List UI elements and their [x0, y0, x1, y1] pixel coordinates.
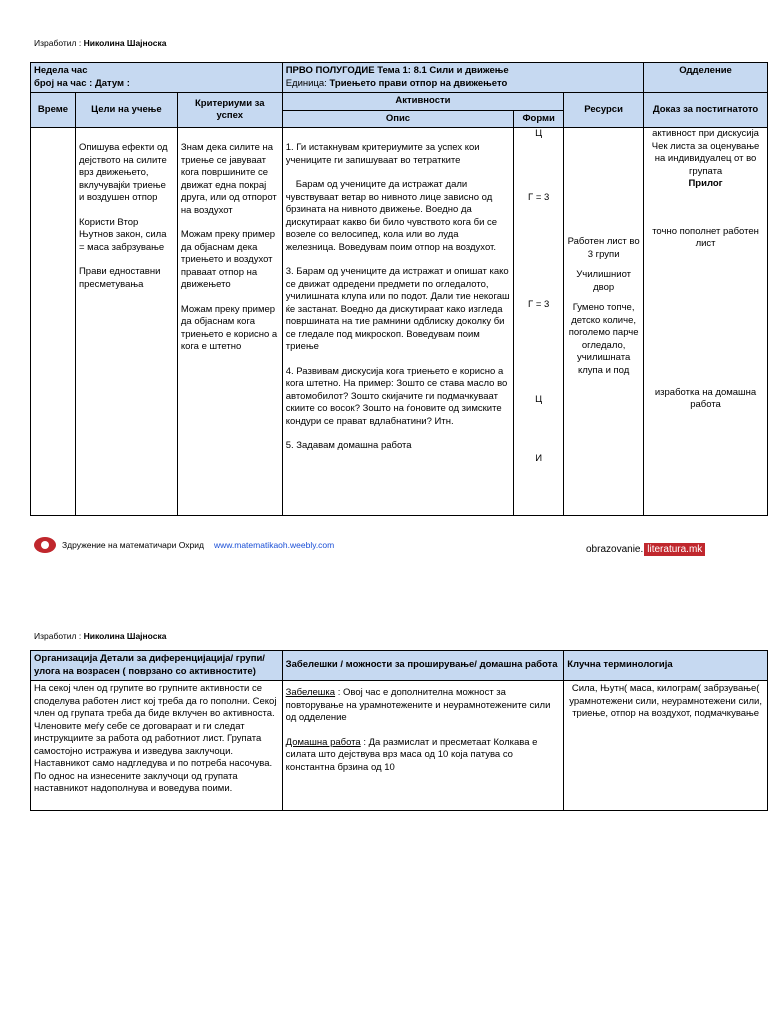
time-cell	[31, 128, 76, 516]
note-line	[286, 687, 561, 725]
criterion-item: Можам преку пример да објаснам кога триењето е корисно а кога е штетно	[180, 303, 278, 352]
note-text: : Овој час е дополнителна можност за повторување на урамнотежените и неурамнотежените сили од одделение	[285, 687, 551, 723]
evidence-item: активност при дискусија Чек листа за оценување на индивидуалец от во групата	[651, 128, 760, 177]
brand-right: literatura.mk	[644, 543, 705, 556]
evidence-header: Доказ за постигнатото	[644, 93, 768, 128]
author-label: Изработил :	[34, 631, 82, 641]
week-cell	[31, 63, 283, 93]
organization-table	[30, 650, 768, 811]
goals-cell	[75, 128, 177, 516]
terminology-header: Клучна терминологија	[564, 651, 768, 681]
homework-text: : Да размислат и пресметаат Колкава е силата што дејствува врз маса од 10 која патува со константна брзина од 10	[285, 736, 538, 773]
activity-item: 3. Барам од учениците да истражат и опишат како се движат одредени предмети по огледалото, училишната клупа или по подот. Дали тие некогаш ќе застанат. Воедно да дискутираат како изгледа површината на тие рамнини одблиску доколку би се гледале под микроскоп. Воведувам поим триење	[285, 266, 510, 352]
activity-item: 4. Развивам дискусија кога триењето е корисно а кога штетно. На пример: Зошто се става масло во автомобилот? Зошто скијачите ги подмачкуваат скиите со восок? Зошто на ѓоновите од зимските кондури се прават вдлабнатини? Итн.	[285, 365, 508, 427]
description-cell	[282, 128, 513, 516]
publisher-logo	[586, 543, 705, 556]
department-header: Одделение	[644, 63, 768, 93]
organization-cell: На секој член од групите во групните активности се споделува работен лист кој треба да го пополни. Секој член од групата треба да биде вклучен во активноста. Членовите меѓу себе се договараат и ги следат инструкциите за работа од работниот лист. Групата самостојно истражува и изведува заклучоци. Наставникот само надгледува и по потреба насочува. По однос на изнесените заклучоци од групата наставникот надополнува и воведува поими.	[31, 681, 283, 811]
unit-value: Триењето прави отпор на движењето	[329, 77, 508, 89]
evidence-cell	[644, 128, 768, 516]
form-item: Ц	[535, 128, 543, 139]
activity-item: Барам од учениците да истражат дали чувствуваат ветар во нивното лице зависно од брзината на нивното движење. Воедно да дискутираат какво би било чувството кога би се возеле со велосипед, кола или во луда железница. Воведувам поим отпор на воздухот.	[285, 179, 498, 253]
resource-item: Работен лист во 3 групи	[567, 236, 640, 260]
week-line: Недела час	[34, 65, 88, 76]
author-label: Изработил :	[34, 38, 82, 48]
semester-topic: ПРВО ПОЛУГОДИЕ Тема 1: 8.1 Сили и движење	[285, 65, 509, 76]
association-logo-icon	[34, 537, 56, 553]
notes-header: Забелешки / можности за проширување/ домашна работа	[282, 651, 564, 681]
organization-header: Организација Детали за диференцијација/ групи/ улога на возрасен ( поврзано со активностите)	[31, 651, 283, 681]
activity-item: 5. Задавам домашна работа	[285, 440, 412, 451]
time-header: Време	[31, 93, 76, 128]
criterion-item: Можам преку пример да објаснам дека триењето и воздухот праваат отпор на движењето	[180, 229, 276, 290]
activities-header: Активности	[282, 93, 563, 111]
author-line-2	[34, 631, 166, 641]
goal-item: Користи Втор Њутнов закон, сила = маса забрзување	[78, 216, 167, 253]
author-name: Николина Шајноска	[83, 38, 167, 48]
unit-line	[286, 78, 640, 91]
association-footer	[34, 537, 334, 553]
website-link[interactable]: www.matematikaoh.weebly.com	[213, 540, 335, 550]
brand-left: obrazovanie.	[586, 544, 644, 555]
unit-label: Единица:	[285, 77, 327, 89]
form-item: Г = 3	[528, 191, 550, 203]
resources-cell	[564, 128, 644, 516]
description-header: Опис	[282, 110, 513, 128]
goal-item: Опишува ефекти од дејството на силите врз движењето, вклучувајќи триење и воздушен отпор	[78, 142, 168, 203]
form-item: Г = 3	[528, 299, 550, 310]
author-line	[34, 38, 166, 48]
criteria-cell	[177, 128, 282, 516]
criterion-item: Знам дека силите на триење се јавуваат кога површините се движат една покрај друга, или од отпорот на воздухот	[180, 142, 277, 216]
forms-cell	[514, 128, 564, 516]
resource-item: Училишниот двор	[576, 269, 631, 293]
note-label: Забелешка	[285, 687, 336, 698]
notes-cell	[282, 681, 564, 811]
resource-item: Гумено топче, детско количе, поголемо парче огледало, училишната клупа и под	[568, 302, 639, 376]
activity-item: 1. Ги истакнувам критериумите за успех кои учениците ги запишуваат во тетратките	[285, 142, 480, 166]
association-name: Здружение на математичари Охрид	[62, 540, 204, 550]
goals-header: Цели на учење	[75, 93, 177, 128]
criteria-header: Критериуми за успех	[177, 93, 282, 128]
homework-label: Домашна работа	[285, 736, 361, 748]
form-item: И	[535, 453, 543, 464]
evidence-item: точно пополнет работен лист	[652, 225, 759, 249]
form-item: Ц	[535, 393, 543, 405]
lesson-plan-table	[30, 62, 768, 516]
class-line: број на час : Датум :	[34, 77, 130, 89]
author-name: Николина Шајноска	[83, 631, 167, 641]
homework-line	[286, 737, 561, 775]
forms-header: Форми	[514, 110, 564, 128]
resources-header: Ресурси	[564, 93, 644, 128]
terminology-cell: Сила, Њутн( маса, килограм( забрзување( урамнотежени сили, неурамнотежени сили, триење, отпор на воздухот, подмачкување	[564, 681, 768, 811]
topic-cell	[282, 63, 643, 93]
goal-item: Прави едноставни пресметувања	[78, 266, 161, 290]
evidence-attachment: Прилог	[688, 178, 723, 189]
evidence-item: изработка на домашна работа	[654, 386, 757, 410]
